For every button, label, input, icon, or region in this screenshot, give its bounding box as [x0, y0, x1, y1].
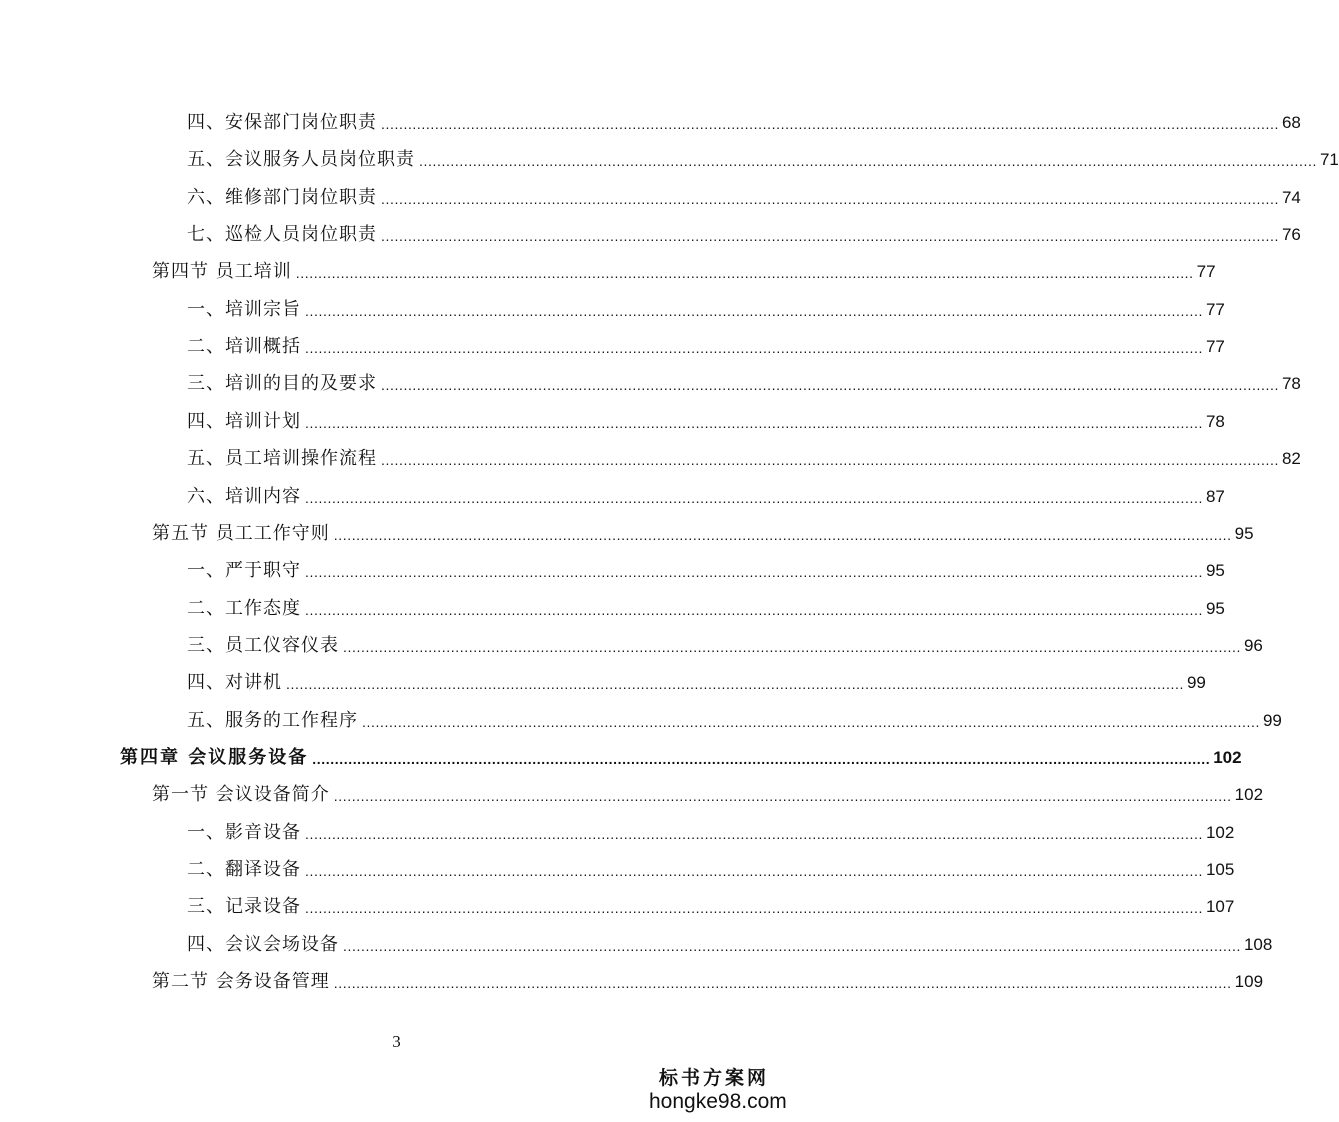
- toc-entry-label: 四、培训计划: [187, 411, 301, 432]
- toc-dot-leader: ........................................................................................................................................................................................................: [286, 676, 1184, 692]
- toc-section-entry[interactable]: [152, 255, 1216, 283]
- toc-item-entry[interactable]: [187, 293, 1225, 321]
- toc-dot-leader: ........................................................................................................................................................................................................: [305, 303, 1203, 319]
- toc-item-entry[interactable]: [187, 704, 1282, 732]
- toc-entry-page: 105: [1205, 860, 1235, 879]
- toc-entry-label: 三、培训的目的及要求: [187, 373, 377, 394]
- toc-dot-leader: ........................................................................................................................................................................................................: [381, 377, 1279, 393]
- toc-dot-leader: ........................................................................................................................................................................................................: [333, 975, 1232, 991]
- toc-dot-leader: ........................................................................................................................................................................................................: [333, 788, 1232, 804]
- toc-entry-page: 107: [1205, 897, 1235, 916]
- toc-item-entry[interactable]: [187, 592, 1225, 620]
- toc-entry-label: 六、维修部门岗位职责: [187, 187, 377, 208]
- toc-item-entry[interactable]: [187, 106, 1301, 134]
- toc-entry-page: 82: [1281, 449, 1301, 468]
- toc-dot-leader: ........................................................................................................................................................................................................: [343, 938, 1241, 954]
- toc-entry-label: 一、培训宗旨: [187, 299, 301, 320]
- toc-item-entry[interactable]: [187, 367, 1301, 395]
- toc-section-entry[interactable]: [152, 965, 1264, 993]
- toc-item-entry[interactable]: [187, 442, 1301, 470]
- toc-entry-page: 99: [1186, 673, 1206, 692]
- toc-dot-leader: ........................................................................................................................................................................................................: [333, 527, 1232, 543]
- toc-item-entry[interactable]: [187, 928, 1273, 956]
- toc-entry-label: 六、培训内容: [187, 486, 301, 507]
- toc-entry-page: 95: [1234, 524, 1254, 543]
- toc-dot-leader: ........................................................................................................................................................................................................: [419, 153, 1317, 169]
- toc-entry-label: 三、记录设备: [187, 896, 301, 917]
- toc-dot-leader: ........................................................................................................................................................................................................: [305, 900, 1203, 916]
- toc-dot-leader: ........................................................................................................................................................................................................: [362, 714, 1260, 730]
- toc-entry-label: 二、培训概括: [187, 336, 301, 357]
- toc-entry-page: 77: [1205, 300, 1225, 319]
- watermark: [649, 1066, 787, 1114]
- toc-chapter-entry[interactable]: [120, 741, 1242, 769]
- toc-dot-leader: ........................................................................................................................................................................................................: [381, 228, 1279, 244]
- toc-dot-leader: ........................................................................................................................................................................................................: [305, 415, 1203, 431]
- toc-dot-leader: ........................................................................................................................................................................................................: [305, 602, 1203, 618]
- toc-entry-label: 五、会议服务人员岗位职责: [187, 149, 415, 170]
- toc-entry-page: 108: [1243, 935, 1273, 954]
- toc-entry-page: 96: [1243, 636, 1263, 655]
- toc-entry-page: 71: [1319, 150, 1339, 169]
- toc-dot-leader: ........................................................................................................................................................................................................: [305, 564, 1203, 580]
- toc-entry-label: 第四节 员工培训: [152, 261, 292, 282]
- toc-entry-label: 第五节 员工工作守则: [152, 523, 330, 544]
- toc-item-entry[interactable]: [187, 218, 1301, 246]
- toc-dot-leader: ........................................................................................................................................................................................................: [381, 452, 1279, 468]
- toc-entry-page: 68: [1281, 113, 1301, 132]
- toc-dot-leader: ........................................................................................................................................................................................................: [343, 639, 1241, 655]
- toc-entry-label: 二、工作态度: [187, 598, 301, 619]
- toc-entry-label: 五、服务的工作程序: [187, 710, 358, 731]
- toc-entry-label: 四、安保部门岗位职责: [187, 112, 377, 133]
- toc-dot-leader: ........................................................................................................................................................................................................: [305, 340, 1203, 356]
- toc-section-entry[interactable]: [152, 778, 1264, 806]
- toc-entry-label: 七、巡检人员岗位职责: [187, 224, 377, 245]
- toc-entry-page: 78: [1205, 412, 1225, 431]
- toc-section-entry[interactable]: [152, 517, 1254, 545]
- watermark-name: 标书方案网: [658, 1067, 769, 1089]
- toc-entry-page: 109: [1234, 972, 1264, 991]
- toc-dot-leader: ........................................................................................................................................................................................................: [381, 191, 1279, 207]
- toc-entry-label: 一、影音设备: [187, 822, 301, 843]
- page-number: 3: [392, 1032, 401, 1051]
- toc-entry-page: 102: [1234, 785, 1264, 804]
- toc-item-entry[interactable]: [187, 816, 1235, 844]
- toc-entry-label: 三、员工仪容仪表: [187, 635, 339, 656]
- toc-item-entry[interactable]: [187, 629, 1263, 657]
- toc-dot-leader: ........................................................................................................................................................................................................: [305, 490, 1203, 506]
- toc-item-entry[interactable]: [187, 330, 1225, 358]
- toc-entry-page: 78: [1281, 374, 1301, 393]
- toc-item-entry[interactable]: [187, 890, 1235, 918]
- toc-dot-leader: ........................................................................................................................................................................................................: [305, 826, 1203, 842]
- toc-entry-label: 第一节 会议设备简介: [152, 784, 330, 805]
- toc-dot-leader: ........................................................................................................................................................................................................: [312, 751, 1211, 767]
- toc-entry-page: 76: [1281, 225, 1301, 244]
- toc-entry-page: 102: [1213, 748, 1242, 767]
- toc-entry-page: 102: [1205, 823, 1235, 842]
- toc-entry-page: 74: [1281, 188, 1301, 207]
- toc-item-entry[interactable]: [187, 181, 1301, 209]
- toc-dot-leader: ........................................................................................................................................................................................................: [381, 116, 1279, 132]
- toc-entry-page: 95: [1205, 561, 1225, 580]
- toc-entry-page: 77: [1205, 337, 1225, 356]
- toc-entry-label: 四、对讲机: [187, 672, 282, 693]
- toc-entry-label: 二、翻译设备: [187, 859, 301, 880]
- toc-entry-page: 87: [1205, 487, 1225, 506]
- toc-item-entry[interactable]: [187, 666, 1206, 694]
- toc-entry-label: 一、严于职守: [187, 560, 301, 581]
- toc-entry-page: 77: [1196, 262, 1216, 281]
- toc-item-entry[interactable]: [187, 405, 1225, 433]
- toc-item-entry[interactable]: [187, 853, 1235, 881]
- toc-item-entry[interactable]: [187, 554, 1225, 582]
- toc-entry-page: 99: [1262, 711, 1282, 730]
- toc-dot-leader: ........................................................................................................................................................................................................: [305, 863, 1203, 879]
- toc-entry-label: 四、会议会场设备: [187, 934, 339, 955]
- toc-entry-label: 五、员工培训操作流程: [187, 448, 377, 469]
- toc-entry-label: 第二节 会务设备管理: [152, 971, 330, 992]
- toc-dot-leader: ........................................................................................................................................................................................................: [295, 265, 1194, 281]
- watermark-url: hongke98.com: [649, 1090, 787, 1113]
- toc-entry-label: 第四章 会议服务设备: [120, 747, 309, 768]
- toc-item-entry[interactable]: [187, 480, 1225, 508]
- toc-item-entry[interactable]: [187, 143, 1339, 171]
- toc-entry-page: 95: [1205, 599, 1225, 618]
